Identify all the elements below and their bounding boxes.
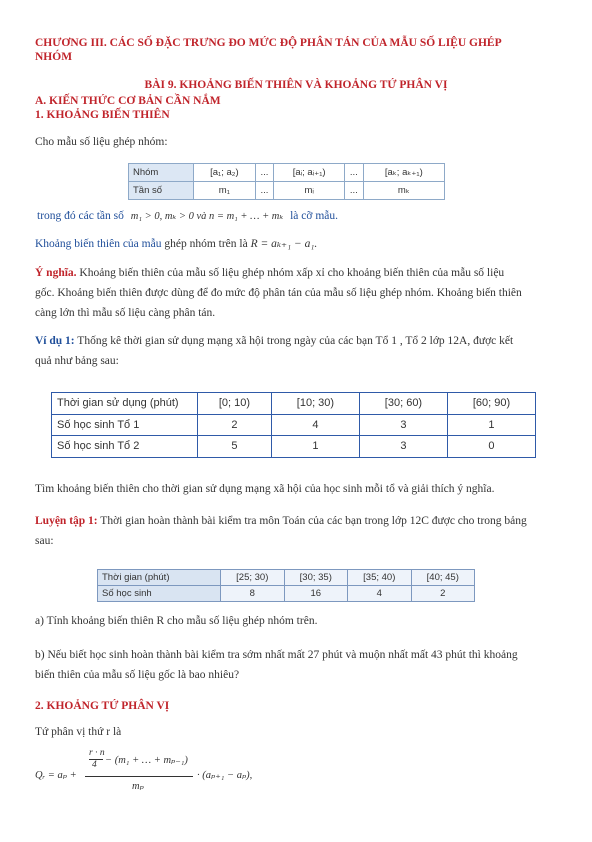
practice-1-label: Luyện tập 1: xyxy=(35,515,98,527)
table-cell: 4 xyxy=(271,414,359,436)
table-cell: 2 xyxy=(411,586,475,602)
table-cell: ... xyxy=(345,164,364,182)
test-time-table xyxy=(97,569,475,602)
formula-tail: · (aₚ₊₁ − aₚ), xyxy=(197,770,253,781)
table-row xyxy=(52,436,536,458)
table-cell: [aᵢ; aᵢ₊₁) xyxy=(274,164,345,182)
example-1-paragraph xyxy=(35,331,565,371)
question-a: a) Tính khoảng biến thiên R cho mẫu số liệu ghép nhóm trên. xyxy=(35,615,318,627)
table-cell: 8 xyxy=(221,586,285,602)
lesson-title: BÀI 9. KHOẢNG BIẾN THIÊN VÀ KHOẢNG TỨ PHÂN VỊ xyxy=(144,79,448,91)
table-row xyxy=(98,586,475,602)
social-media-time-table xyxy=(51,392,536,458)
practice-1-text-2: sau: xyxy=(35,535,54,547)
table-cell: [35; 40) xyxy=(348,570,412,586)
meaning-text-2: gốc. Khoảng biến thiên được dùng để đo mức độ phân tán của mẫu số liệu ghép nhóm. Khoảng biến thiên xyxy=(35,287,522,299)
formula-lhs: Qᵣ = aₚ + xyxy=(35,770,77,781)
table-cell: 1 xyxy=(271,436,359,458)
example-1-label: Ví dụ 1: xyxy=(35,335,75,347)
table-cell: [30; 35) xyxy=(284,570,348,586)
quartile-intro: Tứ phân vị thứ r là xyxy=(35,726,122,738)
table-cell: 16 xyxy=(284,586,348,602)
condition-suffix: là cỡ mẫu. xyxy=(290,210,339,222)
table-cell: ... xyxy=(255,182,274,200)
table-cell: Thời gian (phút) xyxy=(98,570,221,586)
intro-text: Cho mẫu số liệu ghép nhóm: xyxy=(35,136,168,148)
section-a-heading: A. KIẾN THỨC CƠ BẢN CẦN NẮM xyxy=(35,95,221,107)
table-cell: 0 xyxy=(447,436,535,458)
table-cell: ... xyxy=(255,164,274,182)
chapter-title: CHƯƠNG III. CÁC SỐ ĐẶC TRƯNG ĐO MỨC ĐỘ PHÂN TÁN CỦA MẪU SỐ LIỆU GHÉP xyxy=(35,37,502,49)
table-cell: 1 xyxy=(447,414,535,436)
table-row xyxy=(129,164,445,182)
table-cell: 5 xyxy=(198,436,272,458)
definition-term: Khoảng biến thiên của mẫu xyxy=(35,238,162,250)
chapter-title-line2: NHÓM xyxy=(35,51,73,63)
formula-numerator-rest: − (m₁ + … + mₚ₋₁) xyxy=(105,755,188,766)
section-2-heading: 2. KHOẢNG TỨ PHÂN VỊ xyxy=(35,700,170,712)
table-cell: m₁ xyxy=(194,182,256,200)
table-cell: [60; 90) xyxy=(447,393,535,415)
table-cell: Thời gian sử dụng (phút) xyxy=(52,393,198,415)
table-cell: mₖ xyxy=(363,182,444,200)
table-cell: Tần số xyxy=(129,182,194,200)
practice-1-paragraph xyxy=(35,511,565,551)
table-cell: 3 xyxy=(359,414,447,436)
condition-line xyxy=(37,206,338,227)
table-row xyxy=(98,570,475,586)
condition-formula: m₁ > 0, mₖ > 0 và n = m₁ + … + mₖ xyxy=(130,211,284,222)
table-cell: 2 xyxy=(198,414,272,436)
definition-text: ghép nhóm trên là xyxy=(164,238,248,250)
definition-formula: R = aₖ₊₁ − a₁. xyxy=(250,238,318,250)
table-row xyxy=(52,393,536,415)
grouped-data-table xyxy=(128,163,445,200)
formula-numerator-denominator: 4 xyxy=(92,760,97,770)
table-cell: mᵢ xyxy=(274,182,345,200)
quartile-formula xyxy=(35,746,335,796)
table-cell: Số học sinh xyxy=(98,586,221,602)
section-1-heading: 1. KHOẢNG BIẾN THIÊN xyxy=(35,109,170,121)
example-1-text-2: quả như bảng sau: xyxy=(35,355,119,367)
table-row xyxy=(52,414,536,436)
table-cell: Số học sinh Tổ 1 xyxy=(52,414,198,436)
table-cell: [30; 60) xyxy=(359,393,447,415)
table-cell: ... xyxy=(345,182,364,200)
meaning-text-1: Khoảng biến thiên của mẫu số liệu ghép nhóm xấp xỉ cho khoảng biến thiên của mẫu số liệu xyxy=(79,267,505,279)
meaning-text-3: càng lớn thì mẫu số liệu càng phân tán. xyxy=(35,307,216,319)
practice-1-text-1: Thời gian hoàn thành bài kiểm tra môn Toán của các bạn trong lớp 12C được cho trong bảng xyxy=(100,515,527,527)
table-cell: 4 xyxy=(348,586,412,602)
table-cell: 3 xyxy=(359,436,447,458)
formula-numerator-top: r · n xyxy=(89,748,105,758)
table-cell: [10; 30) xyxy=(271,393,359,415)
question-b-line-2: biến thiên của mẫu số liệu gốc là bao nhiêu? xyxy=(35,669,240,681)
definition-line xyxy=(35,234,317,254)
table-cell: [25; 30) xyxy=(221,570,285,586)
condition-prefix: trong đó các tần số xyxy=(37,210,124,222)
table-row xyxy=(129,182,445,200)
question-b-line-1: b) Nếu biết học sinh hoàn thành bài kiểm tra sớm nhất mất 27 phút và muộn nhất mất 43 phút thì khoảng xyxy=(35,649,518,661)
example-1-question: Tìm khoảng biến thiên cho thời gian sử dụng mạng xã hội của học sinh mỗi tổ và giải thích ý nghĩa. xyxy=(35,483,495,495)
table-cell: [aₖ; aₖ₊₁) xyxy=(363,164,444,182)
formula-denominator: mₚ xyxy=(132,781,144,792)
meaning-label: Ý nghĩa. xyxy=(35,267,77,279)
example-1-text-1: Thống kê thời gian sử dụng mạng xã hội trong ngày của các bạn Tổ 1 , Tổ 2 lớp 12A, được kết xyxy=(77,335,514,347)
table-cell: Số học sinh Tổ 2 xyxy=(52,436,198,458)
meaning-paragraph xyxy=(35,263,565,323)
table-cell: [0; 10) xyxy=(198,393,272,415)
table-cell: [40; 45) xyxy=(411,570,475,586)
table-cell: [a₁; a₂) xyxy=(194,164,256,182)
table-cell: Nhóm xyxy=(129,164,194,182)
question-b xyxy=(35,645,565,685)
